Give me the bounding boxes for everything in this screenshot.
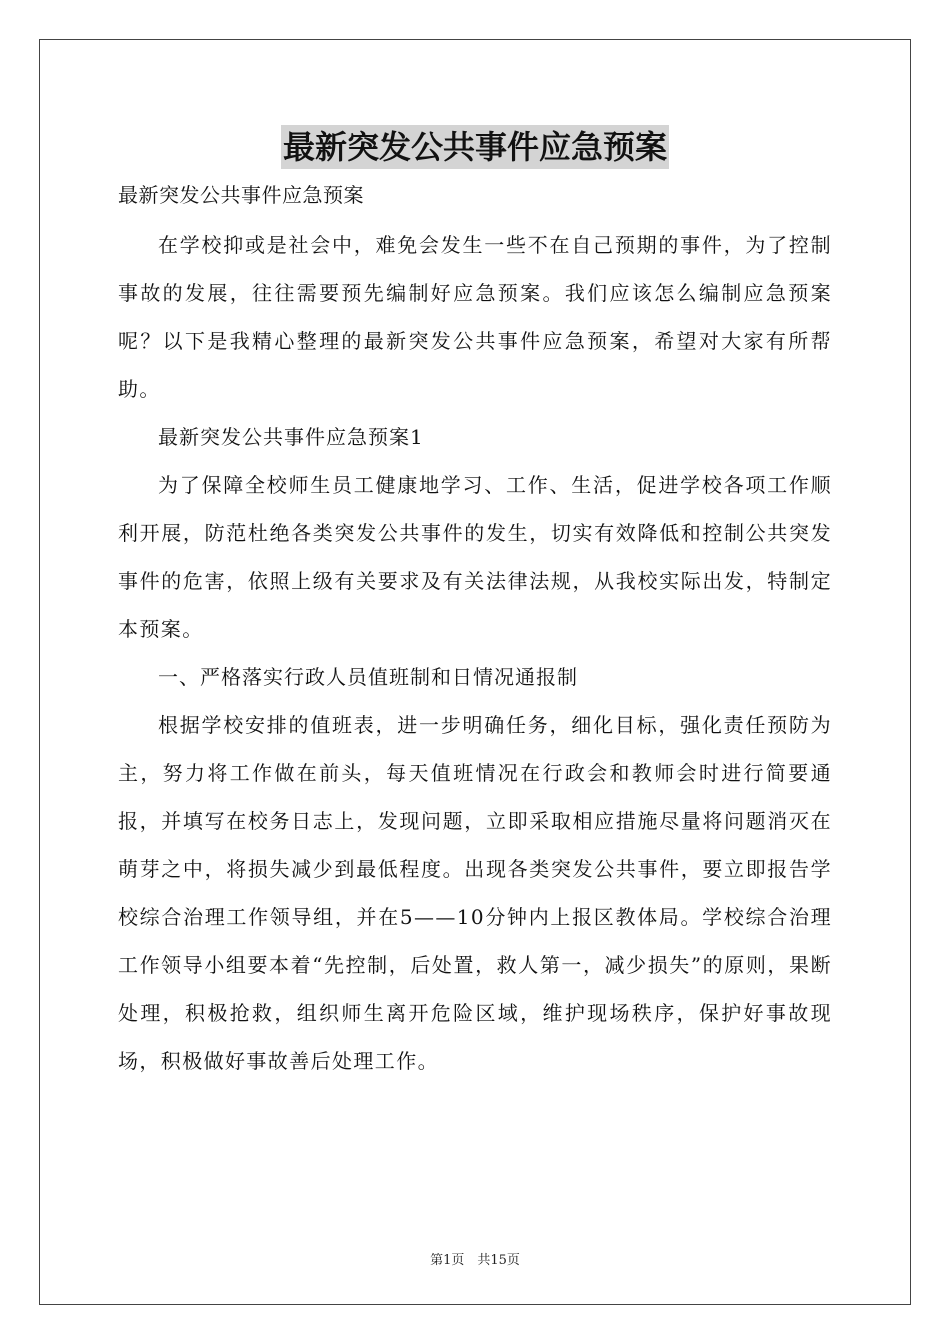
purpose-paragraph: 为了保障全校师生员工健康地学习、工作、生活，促进学校各项工作顺利开展，防范杜绝各类突发公共事件的发生，切实有效降低和控制公共突发事件的危害，依照上级有关要求及有关法律法规，从我校实际出发，特制定本预案。: [118, 473, 832, 641]
title-wrap: [118, 125, 832, 177]
document-title: 最新突发公共事件应急预案: [281, 125, 669, 169]
page-footer: 第1页 共15页: [430, 1253, 520, 1268]
document-body: [118, 125, 832, 1085]
duty-paragraph: 根据学校安排的值班表，进一步明确任务，细化目标，强化责任预防为主，努力将工作做在前头，每天值班情况在行政会和教师会时进行简要通报，并填写在校务日志上，发现问题，立即采取相应措施尽量将问题消灭在萌芽之中，将损失减少到最低程度。出现各类突发公共事件，要立即报告学校综合治理工作领导组，并在5——10分钟内上报区教体局。学校综合治理工作领导小组要本着“先控制，后处置，救人第一，减少损失”的原则，果断处理，积极抢救，组织师生离开危险区域，维护现场秩序，保护好事故现场，积极做好事故善后处理工作。: [118, 713, 832, 1073]
section-heading-duty-system: 一、严格落实行政人员值班制和日情况通报制: [158, 665, 578, 689]
document-subtitle: 最新突发公共事件应急预案: [118, 183, 364, 207]
section-heading-plan-1: 最新突发公共事件应急预案1: [158, 425, 424, 449]
intro-paragraph: 在学校抑或是社会中，难免会发生一些不在自己预期的事件，为了控制事故的发展，往往需要预先编制好应急预案。我们应该怎么编制应急预案呢？以下是我精心整理的最新突发公共事件应急预案，希望对大家有所帮助。: [118, 233, 832, 401]
